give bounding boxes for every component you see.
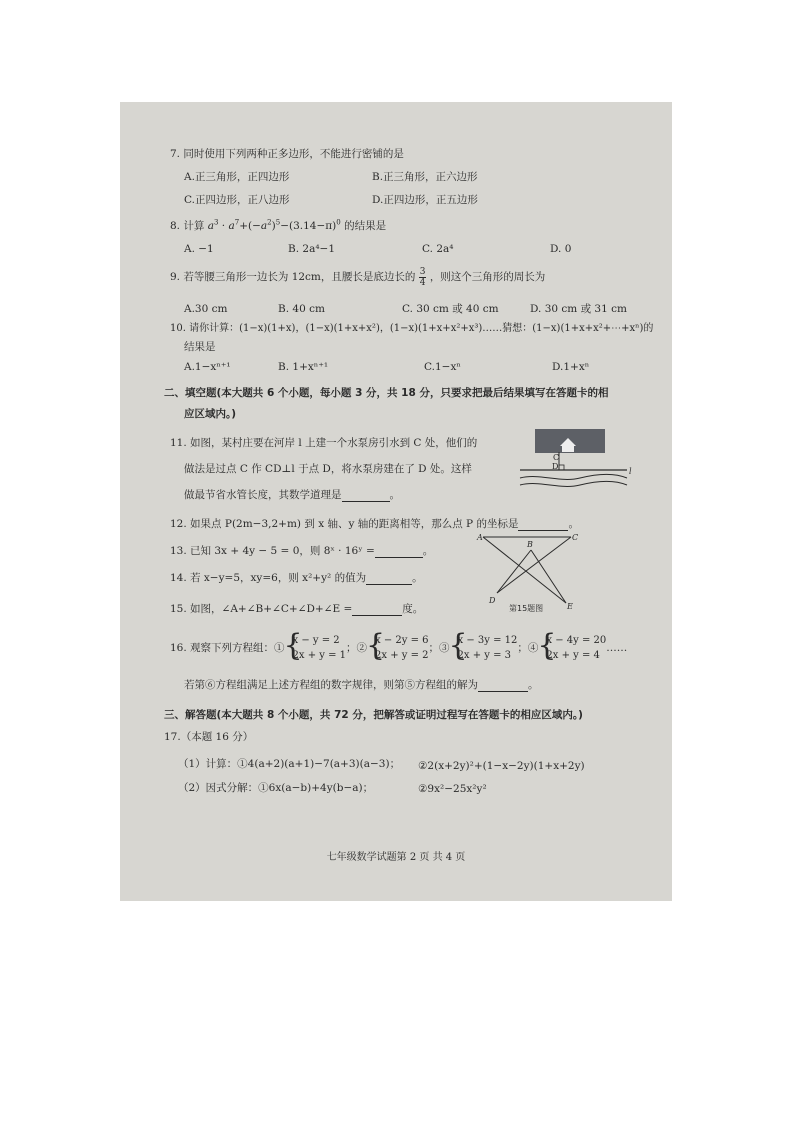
q15-figure xyxy=(475,530,580,612)
q7-stem: 7. 同时使用下列两种正多边形，不能进行密铺的是 xyxy=(170,148,404,160)
label-a: A xyxy=(477,533,483,542)
q13-answer-blank xyxy=(375,546,423,558)
q15-line xyxy=(170,602,423,616)
label-c: C xyxy=(553,453,560,462)
q8-option-a: A. −1 xyxy=(184,243,214,255)
segment-cd xyxy=(497,537,571,593)
q16-line2 xyxy=(184,678,539,692)
q14-answer-blank xyxy=(366,573,412,585)
q13-text: 13. 已知 3x + 4y − 5 = 0，则 8ˣ · 16ʸ = xyxy=(170,545,375,557)
q15-text: 15. 如图，∠A+∠B+∠C+∠D+∠E = xyxy=(170,603,353,615)
label-c: C xyxy=(572,533,579,542)
q16-systems xyxy=(170,630,627,666)
q15-end: 度。 xyxy=(402,603,424,615)
q10-option-b: B. 1+xⁿ⁺¹ xyxy=(278,361,329,373)
q11-answer-blank xyxy=(342,490,390,502)
q11-line3-text: 做最节省水管长度，其数学道理是 xyxy=(184,489,342,501)
q8-option-b: B. 2a⁴−1 xyxy=(288,243,336,255)
q16-marker-3: ；③ xyxy=(428,642,450,654)
q8-stem: 8. 计算 $a^3 \cdot a^7+(-a^2)^5-(3.14-\pi)^0$ 的结果是 xyxy=(170,218,387,232)
q16-label: 16. 观察下列方程组： xyxy=(170,642,275,654)
q7-option-a: A.正三角形，正四边形 xyxy=(184,171,290,183)
q16-line2-text: 若第⑥方程组满足上述方程组的数字规律，则第⑤方程组的解为 xyxy=(184,679,478,691)
q13-line xyxy=(170,544,433,558)
q9-option-a: A.30 cm xyxy=(184,303,228,315)
q8-stem-suffix: 的结果是 xyxy=(344,220,387,232)
q12-end: 。 xyxy=(568,518,579,530)
q16-system-3: { x − 3y = 12 2x + y = 3 xyxy=(450,633,518,663)
q11-line3-end: 。 xyxy=(389,489,400,501)
segment-ae xyxy=(483,537,566,603)
river-wave-1 xyxy=(520,474,627,479)
q17-part2b: ②9x²−25x²y² xyxy=(418,783,487,795)
q10-line1: 10. 请你计算：(1−x)(1+x)，(1−x)(1+x+x²)，(1−x)(1+x+x²+x³)……猜想：(1−x)(1+x+x²+⋯+xⁿ)的 xyxy=(170,323,654,334)
section2-heading-line1: 二、填空题(本大题共 6 个小题，每小题 3 分，共 18 分，只要求把最后结果填写在答题卡的相 xyxy=(164,387,609,399)
q16-system-1: { x − y = 2 2x + y = 1 xyxy=(285,633,347,663)
q16-marker-1: ① xyxy=(274,642,285,654)
q10-option-c: C.1−xⁿ xyxy=(424,361,461,373)
q8-option-c: C. 2a⁴ xyxy=(422,243,454,255)
segment-be xyxy=(531,550,566,603)
q11-line2: 做法是过点 C 作 CD⊥l 于点 D，将水泵房建在了 D 处。这样 xyxy=(184,463,472,475)
label-b: B xyxy=(527,540,533,549)
q10-option-a: A.1−xⁿ⁺¹ xyxy=(184,361,231,373)
q9-stem xyxy=(170,265,545,289)
q11-line1: 11. 如图，某村庄要在河岸 l 上建一个水泵房引水到 C 处，他们的 xyxy=(170,437,478,449)
q14-line xyxy=(170,571,423,585)
q15-answer-blank xyxy=(352,604,402,616)
q10-option-d: D.1+xⁿ xyxy=(552,361,590,373)
q16-marker-4: ；④ xyxy=(517,642,539,654)
label-l: l xyxy=(629,467,632,476)
q9-option-c: C. 30 cm 或 40 cm xyxy=(402,303,499,315)
q14-end: 。 xyxy=(412,572,423,584)
q12-text: 12. 如果点 P(2m−3,2+m) 到 x 轴、y 轴的距离相等，那么点 P 的坐标是 xyxy=(170,518,519,530)
q16-answer-blank xyxy=(478,680,528,692)
q9-stem-a: 9. 若等腰三角形一边长为 12cm，且腰长是底边长的 xyxy=(170,271,416,283)
q16-marker-2: ；② xyxy=(346,642,368,654)
q8-option-d: D. 0 xyxy=(550,243,572,255)
q9-fraction: $\frac{3}{4}$ xyxy=(419,266,426,288)
q17-head: 17.（本题 16 分） xyxy=(164,731,254,743)
q16-system-2: { x − 2y = 6 2x + y = 2 xyxy=(367,633,429,663)
q14-text: 14. 若 x−y=5，xy=6，则 x²+y² 的值为 xyxy=(170,572,367,584)
q8-stem-prefix: 8. 计算 xyxy=(170,220,208,232)
q11-line3 xyxy=(184,488,400,502)
figure-caption: 第15题图 xyxy=(509,604,544,612)
label-d: D xyxy=(552,462,559,471)
q11-figure xyxy=(515,424,640,494)
right-angle-mark xyxy=(559,465,564,470)
house-icon xyxy=(562,446,574,452)
q13-end: 。 xyxy=(422,545,434,557)
q9-stem-b: ，则这个三角形的周长为 xyxy=(429,271,546,283)
q12-line xyxy=(170,517,579,531)
q9-option-b: B. 40 cm xyxy=(278,303,325,315)
q7-option-c: C.正四边形，正八边形 xyxy=(184,194,290,206)
q10-line2: 结果是 xyxy=(184,341,216,353)
label-d: D xyxy=(489,596,496,605)
q7-option-d: D.正四边形，正五边形 xyxy=(372,194,478,206)
river-wave-2 xyxy=(520,481,627,486)
q7-option-b: B.正三角形，正六边形 xyxy=(372,171,478,183)
page-footer: 七年级数学试题第 2 页 共 4 页 xyxy=(326,852,466,863)
q9-option-d: D. 30 cm 或 31 cm xyxy=(530,303,627,315)
q17-part1b: ②2(x+2y)²+(1−x−2y)(1+x+2y) xyxy=(418,760,585,772)
section2-heading-line2: 应区域内。) xyxy=(184,408,237,420)
q16-end: 。 xyxy=(528,679,539,691)
q17-part2: （2）因式分解：①6x(a−b)+4y(b−a)； xyxy=(178,782,374,794)
q16-system-4: { x − 4y = 20 2x + y = 4 xyxy=(538,633,606,663)
section3-heading: 三、解答题(本大题共 8 个小题，共 72 分，把解答或证明过程写在答题卡的相应区域内。) xyxy=(164,709,583,721)
exam-page xyxy=(120,102,672,901)
q17-part1: （1）计算：①4(a+2)(a+1)−7(a+3)(a−3)； xyxy=(178,758,401,770)
q16-ellipsis: …… xyxy=(606,642,628,654)
label-e: E xyxy=(567,602,573,611)
